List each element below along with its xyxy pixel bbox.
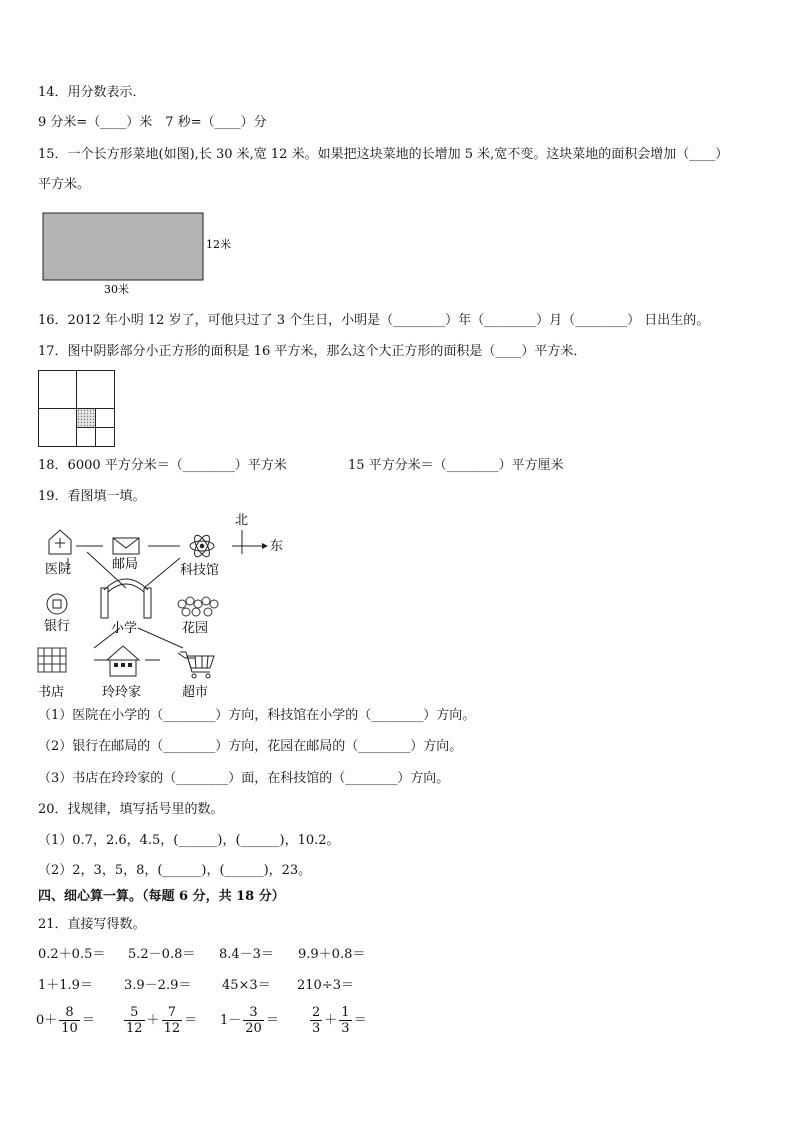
q15-text-2: 平方米。 xyxy=(38,177,91,192)
q19-sub-1: （1）医院在小学的（________）方向，科技馆在小学的（________）方向。 xyxy=(38,708,476,723)
hospital-icon xyxy=(49,530,71,554)
label-school: 小学 xyxy=(111,621,138,636)
label-science-museum: 科技馆 xyxy=(180,563,220,578)
q18-part-2: 15 平方分米＝（________）平方厘米 xyxy=(348,458,564,473)
q17-square-figure xyxy=(38,370,116,448)
q19-title: 19．看图填一填。 xyxy=(38,489,146,504)
label-bank: 银行 xyxy=(44,619,71,634)
q19-sub-3: （3）书店在玲玲家的（________）面，在科技馆的（________）方向。 xyxy=(38,771,450,786)
q14-line: 9 分米=（____）米 7 秒=（____）分 xyxy=(38,115,267,130)
atom-icon xyxy=(190,533,214,559)
q21-r2-e3: 45×3＝ xyxy=(222,978,271,993)
q21-r3-e4: $\frac{2}{3}$ ＋ $\frac{1}{3}$ ＝ xyxy=(312,1005,367,1036)
q20-sub-1: （1）0.7，2.6，4.5，(______)，(______)，10.2。 xyxy=(38,833,340,848)
label-home: 玲玲家 xyxy=(102,685,142,700)
house-icon xyxy=(107,646,139,676)
q15-text-1: 15．一个长方形菜地(如图),长 30 米,宽 12 米。如果把这块菜地的长增加 5 米,宽不变。这块菜地的面积会增加（____） xyxy=(38,147,729,162)
q17-text: 17．图中阴影部分小正方形的面积是 16 平方米，那么这个大正方形的面积是（____）平方米． xyxy=(38,344,587,359)
q21-r1-e1: 0.2＋0.5＝ xyxy=(38,947,106,962)
q20-sub-2: （2）2，3，5，8，(______)，(______)，23。 xyxy=(38,863,312,878)
q21-r3-e1: 0＋ $\frac{8}{10}$ ＝ xyxy=(36,1005,95,1036)
q21-r1-e3: 8.4－3＝ xyxy=(219,947,274,962)
q21-r1-e4: 9.9＋0.8＝ xyxy=(298,947,366,962)
label-post-office: 邮局 xyxy=(112,557,139,572)
compass-icon xyxy=(232,530,268,554)
q19-map xyxy=(30,508,300,703)
compass-north: 北 xyxy=(235,513,249,528)
q21-r2-e1: 1＋1.9＝ xyxy=(38,978,93,993)
q21-r1-e2: 5.2－0.8＝ xyxy=(128,947,196,962)
q18-part-1: 18．6000 平方分米＝（________）平方米 xyxy=(38,458,287,473)
flower-icon xyxy=(178,597,218,616)
q20-title: 20．找规律，填写括号里的数。 xyxy=(38,802,224,817)
shaded-small-square xyxy=(77,409,96,428)
compass-east: 东 xyxy=(270,539,284,554)
q14-title: 14．用分数表示． xyxy=(38,85,146,100)
length-label: 30米 xyxy=(104,283,129,296)
q21-r3-e3: 1－ $\frac{3}{20}$ ＝ xyxy=(220,1005,279,1036)
q21-title: 21．直接写得数。 xyxy=(38,917,146,932)
q15-rectangle-figure xyxy=(38,206,238,298)
label-supermarket: 超市 xyxy=(182,685,209,700)
q21-r2-e4: 210÷3＝ xyxy=(297,978,354,993)
q19-sub-2: （2）银行在邮局的（________）方向，花园在邮局的（________）方向。 xyxy=(38,739,463,754)
envelope-icon xyxy=(113,538,139,554)
width-label: 12米 xyxy=(206,238,231,251)
q21-r2-e2: 3.9－2.9＝ xyxy=(124,978,192,993)
label-bookstore: 书店 xyxy=(38,685,65,700)
shopping-cart-icon xyxy=(180,652,214,678)
label-garden: 花园 xyxy=(182,621,209,636)
coin-icon xyxy=(47,594,67,614)
q16-text: 16．2012 年小明 12 岁了，可他只过了 3 个生日，小明是（________）年（________）月（________） 日出生的。 xyxy=(38,313,710,328)
school-gate-icon xyxy=(101,579,151,618)
q21-r3-e2: $\frac{5}{12}$ ＋ $\frac{7}{12}$ ＝ xyxy=(126,1005,198,1036)
label-hospital: 医院 xyxy=(45,562,72,577)
bookshelf-icon xyxy=(38,648,66,672)
section-4-title: 四、细心算一算。（每题 6 分，共 18 分） xyxy=(38,889,285,904)
vegetable-plot-rect xyxy=(43,213,203,280)
